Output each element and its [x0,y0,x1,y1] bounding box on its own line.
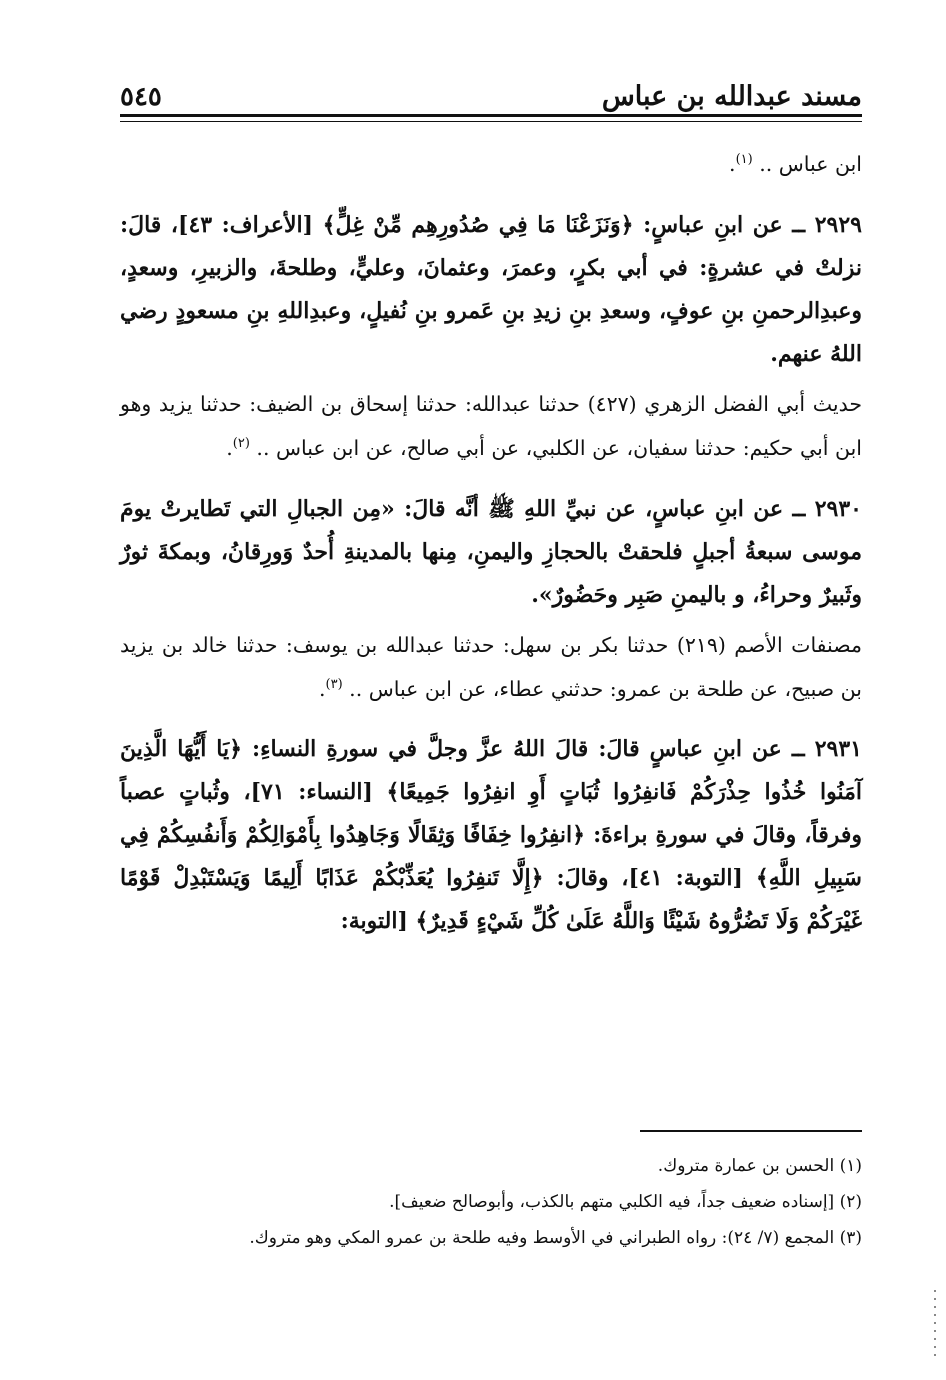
hadith-intro: عن ابنِ عباسٍ، عن نبيِّ اللهِ ﷺ أنَّه قالَ: [394,495,784,522]
quran-quote: ﴿يَا أَيُّهَا الَّذِينَ آمَنُوا خُذُوا حِذْرَكُمْ فَانفِرُوا ثُبَاتٍ أَوِ انفِرُوا جَمِيعًا﴾ [120,736,863,806]
hadith-intro: عن ابنِ عباسٍ: [633,211,783,238]
source-text: ابن عباس .. [752,151,862,176]
hadith-number: ٢٩٣٠ ــ [792,495,862,522]
footnote-ref: (١) [735,152,753,167]
source-2930: مصنفات الأصم (٢١٩) حدثنا بكر بن سهل: حدثنا عبدالله بن يوسف: حدثنا خالد بن يزيد بن صبيح، عن طلحة بن عمرو: حدثني عطاء، عن ابن عباس .. $^{(٣)}$. [120,632,863,701]
quran-quote: ﴿وَنَزَعْنَا مَا فِي صُدُورِهِم مِّنْ غِلٍّ﴾ [322,211,634,238]
running-title: مسند عبدالله بن عباس [601,81,862,112]
footnote-2: (٢) [إسناده ضعيف جداً، فيه الكلبي متهم بالكذب، وأبوصالح ضعيف]. [389,1192,862,1212]
footnote-1: (١) الحسن بن عمارة متروك. [657,1156,862,1176]
source-2929: حديث أبي الفضل الزهري (٤٢٧) حدثنا عبدالله: حدثنا إسحاق بن الضيف: حدثنا يزيد وهو ابن أبي حكيم: حدثنا سفيان، عن الكلبي، عن أبي صالح، عن ابن عباس .. $^{(٢)}$. [120,391,863,460]
header-rule-thick [120,114,862,117]
hadith-2930 [120,488,862,617]
source-line-continuation: ابن عباس .. $^{(١)}$. [729,151,862,176]
page-number: ٥٤٥ [120,82,162,112]
hadith-2929 [120,204,862,376]
footnotes [120,1148,862,1256]
hadith-body: [الأعراف: ٤٣]، قالَ: نزلتْ في عشرةٍ: في أبي بكرٍ، وعمرَ، وعثمانَ، وعليٍّ، وطلحةَ، والزبيرِ، وسعدٍ، وعبدِالرحمنِ بنِ عوفٍ، وسعدِ بنِ زيدِ بنِ عَمرو بنِ نُفيلٍ، وعبدِاللهِ بنِ مسعودٍ رضي اللهُ عنهم. [120,211,862,367]
source-text: مصنفات الأصم (٢١٩) حدثنا بكر بن سهل: حدثنا عبدالله بن يوسف: حدثنا خالد بن يزيد بن صبيح، عن طلحة بن عمرو: حدثني عطاء، عن ابن عباس .. [120,632,863,701]
footnote-separator [640,1130,862,1132]
header-rule-thin [120,121,862,122]
footnote-3: (٣) المجمع (٧/ ٢٤): رواه الطبراني في الأوسط وفيه طلحة بن عمرو المكي وهو متروك. [249,1228,862,1248]
hadith-number: ٢٩٢٩ ــ [792,211,862,238]
hadith-2931 [120,728,862,943]
source-text: حديث أبي الفضل الزهري (٤٢٧) حدثنا عبدالله: حدثنا إسحاق بن الضيف: حدثنا يزيد وهو ابن أبي حكيم: حدثنا سفيان، عن الكلبي، عن أبي صالح، عن ابن عباس .. [120,391,863,460]
scan-margin-marks [934,1290,936,1360]
footnote-ref: (٢) [232,435,250,451]
hadith-body: «مِن الجبالِ التي تَطايرتْ يومَ موسى سبعةُ أجبلٍ فلحقتْ بالحجازِ واليمنِ، مِنها بالمدينةِ أُحدٌ وَورِقانُ، وبمكةَ ثورٌ وثَبيرٌ وحراءُ، و باليمنِ صَبِر وحَضُورٌ». [120,495,862,608]
page-body [120,140,862,943]
page-header [120,72,862,112]
footnote-ref: (٣) [325,676,343,692]
hadith-body: [النساء: ٧١]، وثُباتٍ عصباً وفرقاً، وقالَ في سورةِ براءةَ: ﴿انفِرُوا خِفَافًا وَثِقَالًا وَجَاهِدُوا بِأَمْوَالِكُمْ وَأَنفُسِكُمْ فِي سَبِيلِ اللَّهِ﴾ [التوبة: ٤١]، وقالَ: ﴿إِلَّا تَنفِرُوا يُعَذِّبْكُمْ عَذَابًا أَلِيمًا وَيَسْتَبْدِلْ قَوْمًا غَيْرَكُمْ وَلَا تَضُرُّوهُ شَيْئًا وَاللَّهُ عَلَىٰ كُلِّ شَيْءٍ قَدِيرٌ﴾ [التوبة: [120,779,862,935]
hadith-number: ٢٩٣١ ــ [791,736,862,763]
hadith-intro: عن ابنِ عباسٍ قالَ: قالَ اللهُ عزَّ وجلَّ في سورةِ النساءِ: [242,736,782,763]
